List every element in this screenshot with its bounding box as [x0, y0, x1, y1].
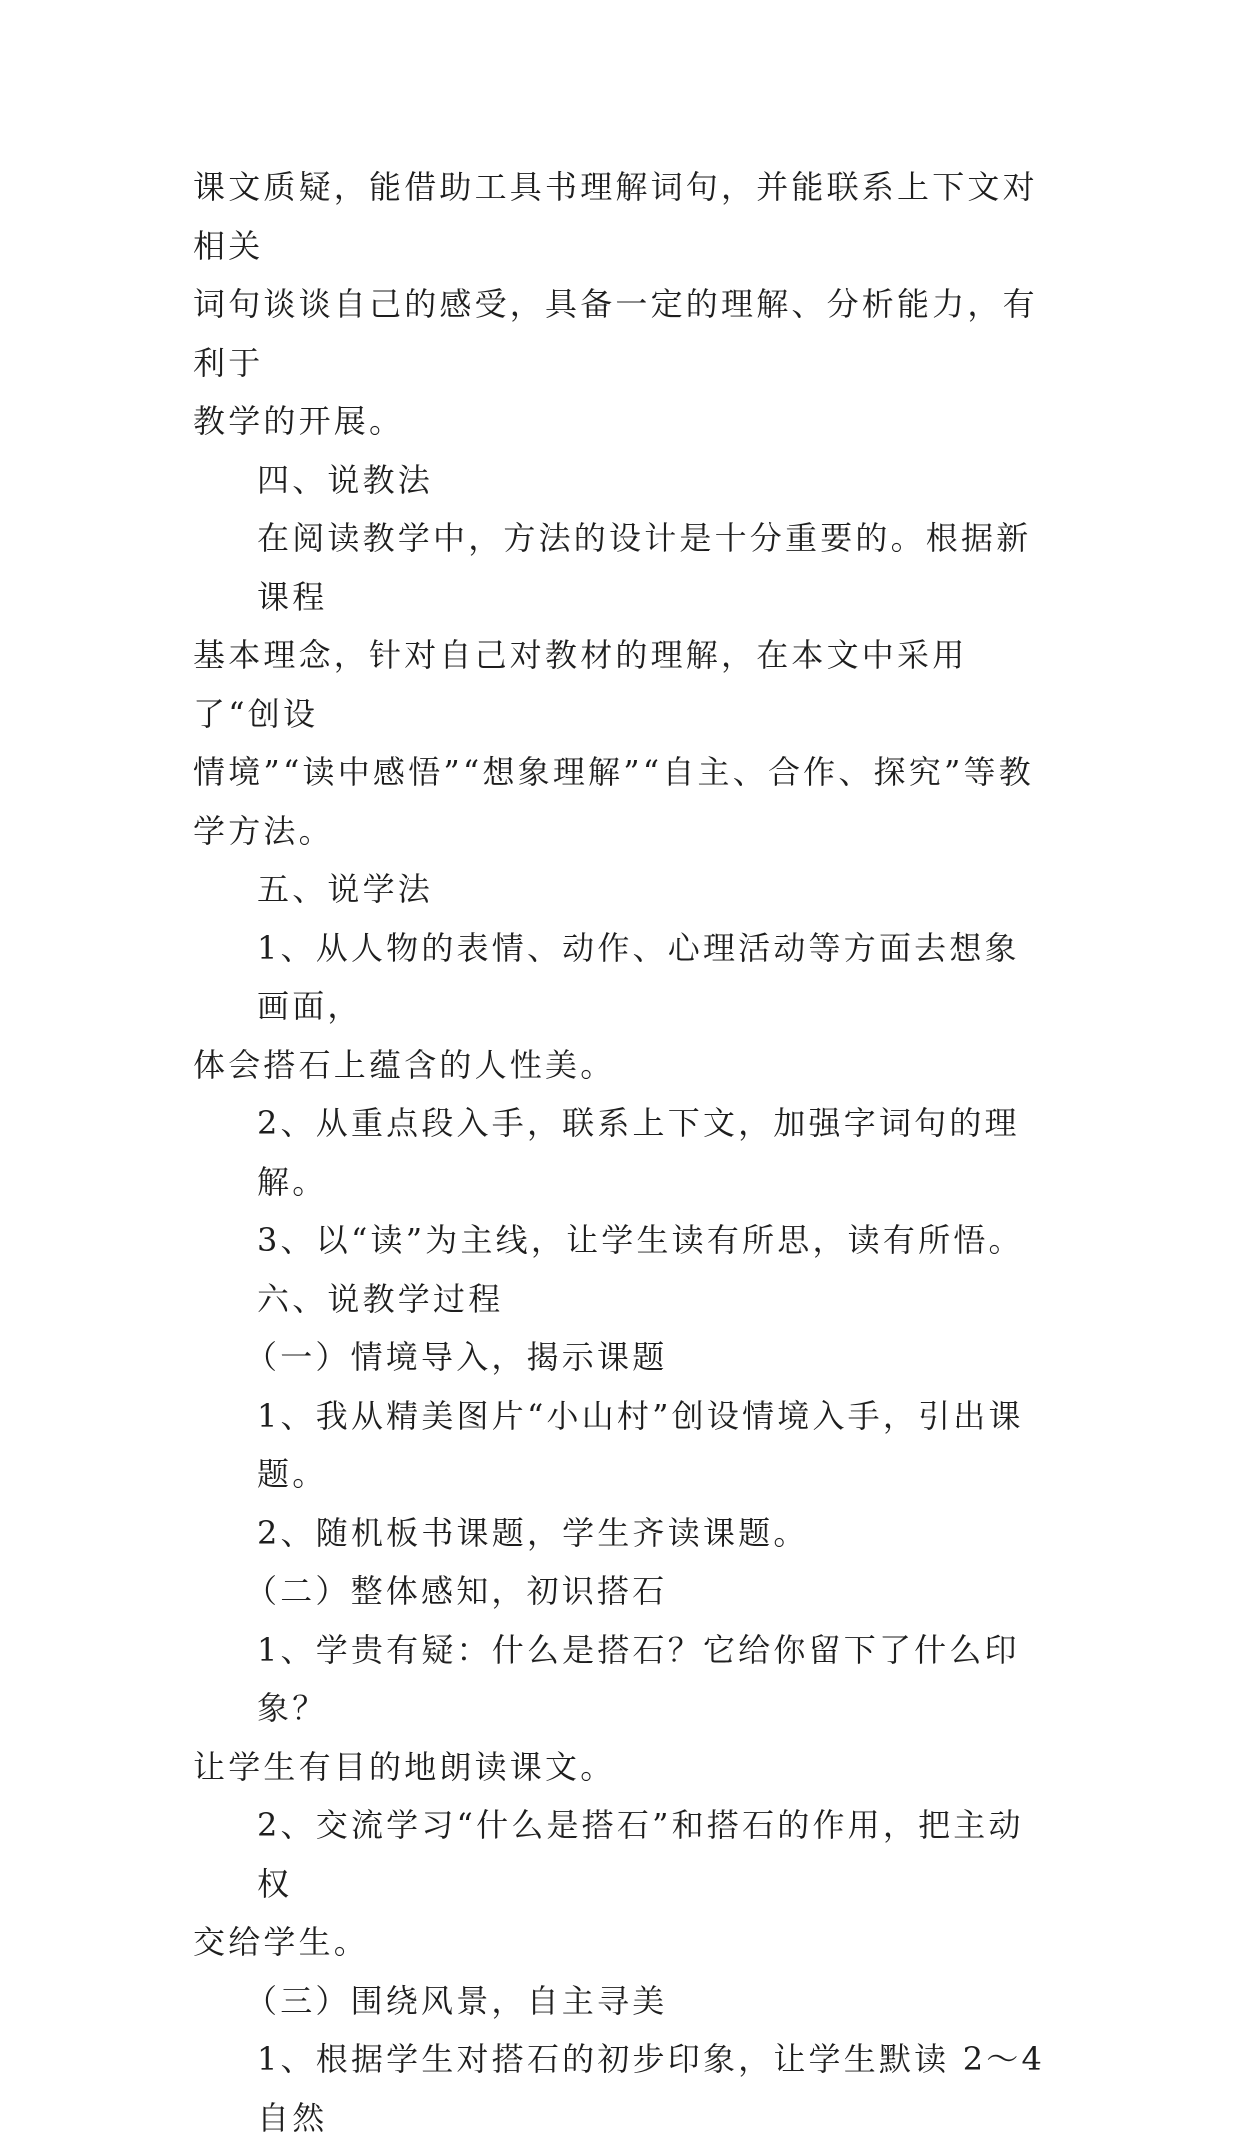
section-heading-learning-methods — [193, 860, 1053, 919]
heading-text: 四、说教法 — [257, 460, 434, 499]
paragraph-intro — [193, 158, 1053, 451]
section-heading-teaching-methods — [193, 451, 1053, 510]
list-item-process-2-2 — [193, 1796, 1053, 1972]
section-heading-teaching-process — [193, 1270, 1053, 1329]
text-line: 1、根据学生对搭石的初步印象，让学生默读 2～4 自然 — [257, 2040, 1059, 2137]
text-line: 在阅读教学中，方法的设计是十分重要的。根据新课程 — [257, 519, 1032, 616]
heading-text: （三）围绕风景，自主寻美 — [245, 1981, 668, 2020]
text-line: 1、我从精美图片“小山村”创设情境入手，引出课题。 — [257, 1396, 1024, 1493]
text-line: 教学的开展。 — [193, 402, 405, 440]
list-item-process-1-2 — [193, 1504, 1053, 1563]
paragraph-teaching-methods — [193, 509, 1053, 860]
heading-text: （二）整体感知，初识搭石 — [245, 1572, 668, 1610]
list-item-process-1-1 — [193, 1387, 1053, 1504]
list-item-process-3-1 — [193, 2030, 1059, 2147]
subsection-heading-3 — [193, 1972, 1053, 2031]
text-line: 3、以“读”为主线，让学生读有所思，读有所悟。 — [257, 1221, 1024, 1259]
text-line: 让学生有目的地朗读课文。 — [193, 1747, 616, 1786]
list-item-learning-3 — [193, 1211, 1053, 1270]
text-line: 2、交流学习“什么是搭石”和搭石的作用，把主动权 — [257, 1806, 1024, 1903]
list-item-process-2-1 — [193, 1621, 1053, 1797]
list-item-learning-1 — [193, 919, 1053, 1095]
text-line: 词句谈谈自己的感受，具备一定的理解、分析能力，有利于 — [193, 285, 1038, 382]
heading-text: 五、说学法 — [257, 870, 434, 908]
text-line: 1、学贵有疑：什么是搭石？它给你留下了什么印象？ — [257, 1630, 1020, 1727]
text-line: 体会搭石上蕴含的人性美。 — [193, 1045, 616, 1084]
document-body — [193, 158, 1059, 2147]
text-line: 基本理念，针对自己对教材的理解，在本文中采用了“创设 — [193, 636, 968, 733]
text-line: 课文质疑，能借助工具书理解词句，并能联系上下文对相关 — [193, 168, 1038, 265]
text-line: 2、随机板书课题，学生齐读课题。 — [257, 1513, 809, 1552]
text-line: 学方法。 — [193, 811, 334, 850]
text-line: 交给学生。 — [193, 1923, 370, 1961]
subsection-heading-2 — [193, 1562, 1053, 1621]
heading-text: （一）情境导入，揭示课题 — [245, 1338, 668, 1376]
list-item-learning-2 — [193, 1094, 1053, 1211]
text-line: 2、从重点段入手，联系上下文，加强字词句的理解。 — [257, 1104, 1020, 1201]
heading-text: 六、说教学过程 — [257, 1279, 504, 1318]
text-line: 1、从人物的表情、动作、心理活动等方面去想象画面， — [257, 928, 1020, 1025]
subsection-heading-1 — [193, 1328, 1053, 1387]
text-line: 情境”“读中感悟”“想象理解”“自主、合作、探究”等教 — [193, 753, 1034, 791]
